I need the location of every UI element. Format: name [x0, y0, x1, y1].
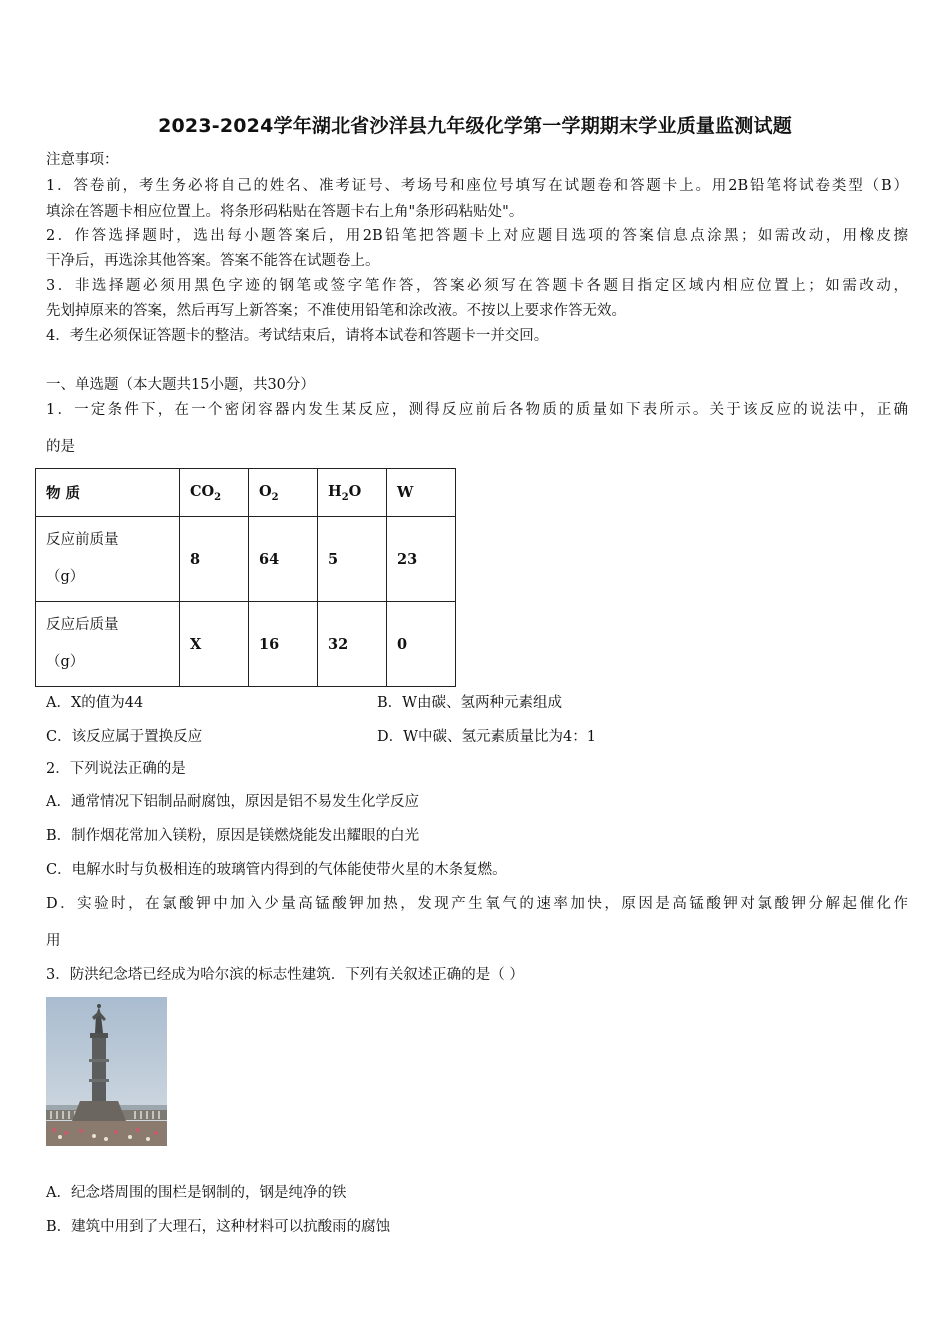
q3-option-b: B．建筑中用到了大理石，这种材料可以抗酸雨的腐蚀 [46, 1219, 391, 1235]
section-heading: 一、单选题（本大题共15小题，共30分） [46, 377, 315, 393]
row-before-label: 反应前质量 （g） [36, 517, 180, 602]
q2-option-a: A．通常情况下铝制品耐腐蚀，原因是铝不易发生化学反应 [46, 794, 419, 810]
notice-line-6: 先划掉原来的答案，然后再写上新答案；不准使用铅笔和涂改液。不按以上要求作答无效。 [46, 303, 626, 319]
header-h2o: $H_2O$ [318, 469, 387, 517]
q2-stem: 2．下列说法正确的是 [46, 761, 186, 777]
table-row [36, 517, 456, 602]
q3-stem: 3．防洪纪念塔已经成为哈尔滨的标志性建筑．下列有关叙述正确的是（ ） [46, 967, 524, 983]
q3-option-a: A．纪念塔周围的围栏是钢制的，钢是纯净的铁 [46, 1185, 347, 1201]
notice-line-7: 4．考生必须保证答题卡的整洁。考试结束后，请将本试卷和答题卡一并交回。 [46, 328, 549, 344]
notice-line-3: 2．作答选择题时，选出每小题答案后，用2B铅笔把答题卡上对应题目选项的答案信息点涂黑；如需改动，用橡皮擦 [46, 228, 908, 244]
notice-heading: 注意事项： [46, 152, 119, 168]
cell-value: 32 [318, 602, 387, 687]
q2-option-d-line-1: D．实验时，在氯酸钾中加入少量高锰酸钾加热，发现产生氧气的速率加快，原因是高锰酸钾对氯酸钾分解起催化作 [46, 896, 908, 912]
notice-line-2: 填涂在答题卡相应位置上。将条形码粘贴在答题卡右上角"条形码粘贴处"。 [46, 204, 524, 220]
q2-option-b: B．制作烟花常加入镁粉，原因是镁燃烧能发出耀眼的白光 [46, 828, 420, 844]
header-substance: 物 质 [36, 469, 180, 517]
table-row [36, 602, 456, 687]
cell-value: X [180, 602, 249, 687]
cell-value: 5 [318, 517, 387, 602]
header-co2: $CO_2$ [180, 469, 249, 517]
q2-option-d-line-2: 用 [46, 933, 61, 949]
q1-option-a: A．X的值为44 [46, 695, 144, 711]
cell-value: 8 [180, 517, 249, 602]
header-w: W [387, 469, 456, 517]
q1-stem-line-1: 1．一定条件下，在一个密闭容器内发生某反应，测得反应前后各物质的质量如下表所示。关于该反应的说法中，正确 [46, 402, 908, 418]
cell-value: 64 [249, 517, 318, 602]
cell-value: 0 [387, 602, 456, 687]
flood-memorial-tower-photo [46, 997, 167, 1146]
table-header-row [36, 469, 456, 517]
q1-option-c: C．该反应属于置换反应 [46, 729, 203, 745]
q2-option-c: C．电解水时与负极相连的玻璃管内得到的气体能使带火星的木条复燃。 [46, 862, 507, 878]
mass-table [35, 468, 456, 687]
q1-stem-line-2: 的是 [46, 439, 75, 455]
notice-line-1: 1．答卷前，考生务必将自己的姓名、准考证号、考场号和座位号填写在试题卷和答题卡上。用2B铅笔将试卷类型（B） [46, 178, 908, 194]
header-o2: $O_2$ [249, 469, 318, 517]
q1-option-d: D．W中碳、氢元素质量比为4：1 [377, 729, 596, 745]
q1-option-b: B．W由碳、氢两种元素组成 [377, 695, 563, 711]
notice-line-5: 3．非选择题必须用黑色字迹的钢笔或签字笔作答，答案必须写在答题卡各题目指定区域内相应位置上；如需改动， [46, 278, 908, 294]
cell-value: 23 [387, 517, 456, 602]
row-after-label: 反应后质量 （g） [36, 602, 180, 687]
notice-line-4: 干净后，再选涂其他答案。答案不能答在试题卷上。 [46, 253, 380, 269]
cell-value: 16 [249, 602, 318, 687]
page-title: 2023-2024学年湖北省沙洋县九年级化学第一学期期末学业质量监测试题 [158, 115, 792, 137]
